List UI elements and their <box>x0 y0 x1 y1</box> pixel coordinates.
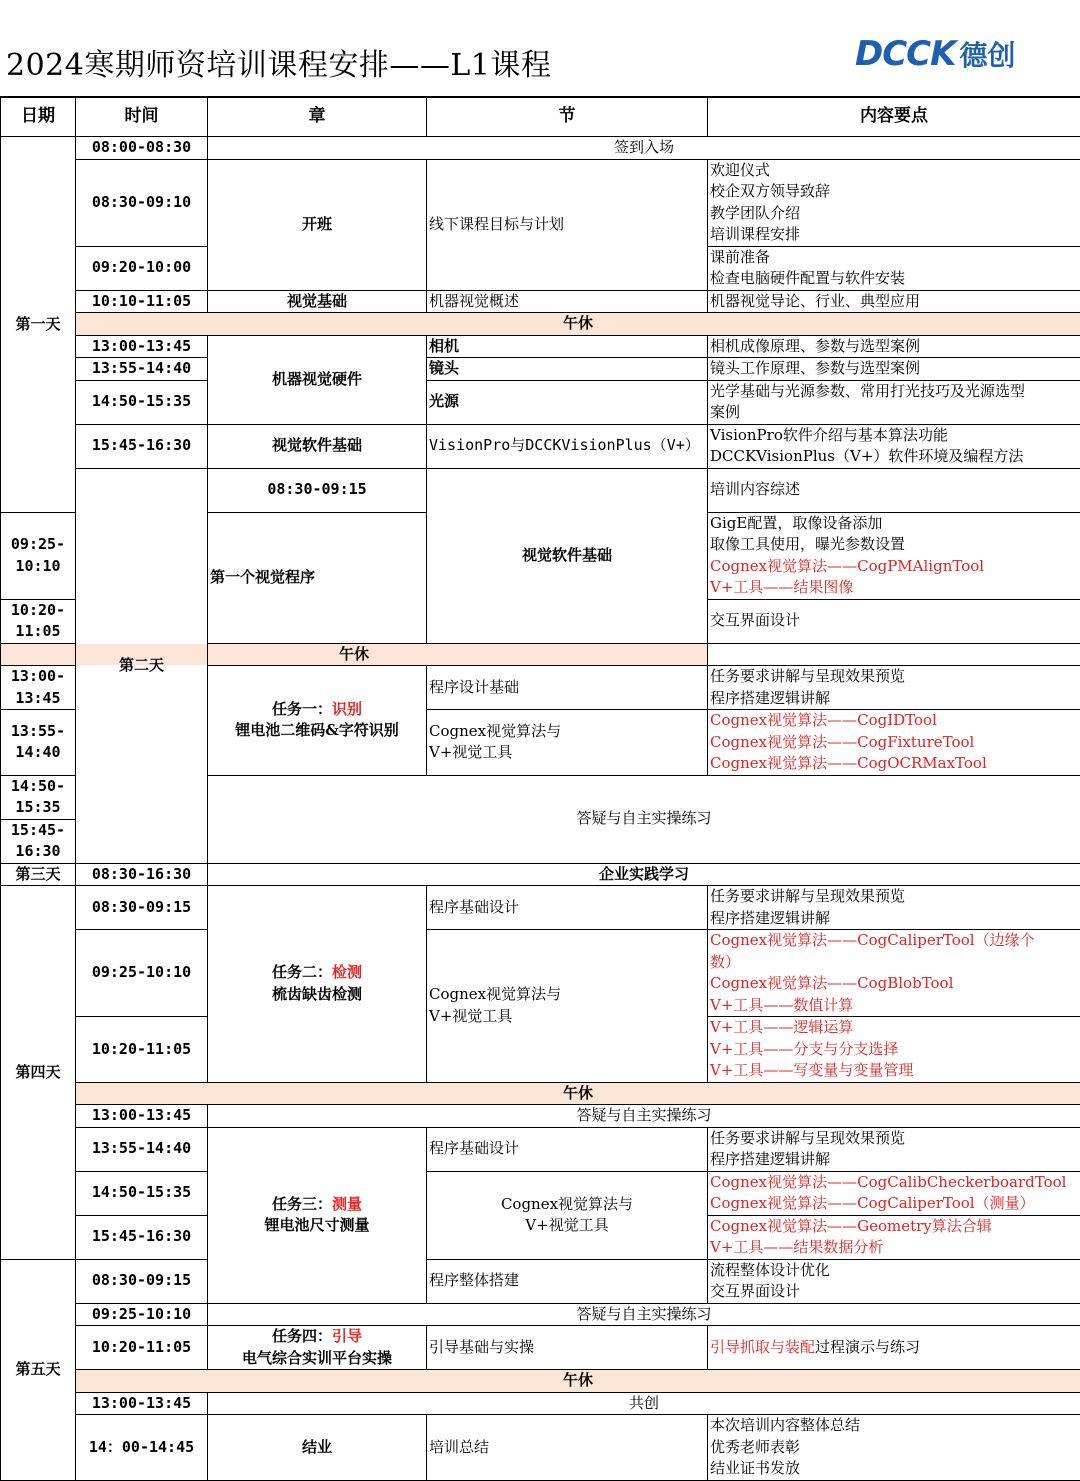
section-cell: 培训总结 <box>427 1415 708 1481</box>
point-line: 取像工具使用，曝光参数设置 <box>710 534 1078 556</box>
header-time: 时间 <box>76 97 208 137</box>
section-cell <box>427 1171 708 1259</box>
section-cell: VisionPro与DCCKVisionPlus（V+） <box>427 424 708 468</box>
chapter-cell <box>208 886 427 1083</box>
section-cell <box>427 710 708 776</box>
point-keyword: 引导抓取与装配 <box>710 1338 815 1356</box>
points-cell <box>708 1215 1080 1259</box>
points-cell <box>708 1326 1080 1370</box>
table-row <box>1 290 1080 313</box>
points-cell <box>708 886 1080 930</box>
day-cell: 第五天 <box>1 1259 76 1480</box>
points-cell: 交互界面设计 <box>708 599 1080 643</box>
time-cell: 10:20-11:05 <box>76 1326 208 1370</box>
time-cell: 09:25-10:10 <box>1 512 76 599</box>
table-row <box>1 886 1080 930</box>
table-row <box>1 1326 1080 1370</box>
points-cell: 机器视觉导论、行业、典型应用 <box>708 290 1080 313</box>
point-line: 程序搭建逻辑讲解 <box>710 688 1078 710</box>
points-cell <box>708 1259 1080 1303</box>
time-cell: 13:00-13:45 <box>1 666 76 710</box>
point-line: 程序搭建逻辑讲解 <box>710 908 1078 930</box>
task-prefix: 任务一： <box>272 700 332 718</box>
time-cell: 08:30-16:30 <box>76 863 208 886</box>
rest-row <box>1 1370 1080 1393</box>
time-cell: 08:30-09:15 <box>76 886 208 930</box>
point-line: V+工具——分支与分支选择 <box>710 1039 1078 1061</box>
section-line: Cognex视觉算法与 <box>429 984 705 1006</box>
task-keyword: 引导 <box>332 1327 362 1345</box>
points-cell <box>708 159 1080 246</box>
point-line: 程序搭建逻辑讲解 <box>710 1149 1078 1171</box>
section-cell: 培训内容综述 <box>708 468 1080 512</box>
merged-cell: 企业实践学习 <box>208 863 1080 886</box>
section-line: Cognex视觉算法与 <box>429 721 705 743</box>
point-line: Cognex视觉算法——CogCaliperTool（边缘个 <box>710 930 1078 952</box>
table-row <box>1 137 1080 160</box>
task-prefix: 任务四： <box>272 1327 332 1345</box>
header-date: 日期 <box>1 97 76 137</box>
section-cell: 第一个视觉程序 <box>208 512 427 643</box>
day-cell: 第一天 <box>1 137 76 513</box>
time-cell: 13:00-13:45 <box>76 1392 208 1415</box>
points-cell <box>708 380 1080 424</box>
table-header-row <box>1 97 1080 137</box>
point-line: 流程整体设计优化 <box>710 1260 1078 1282</box>
point-line: DCCKVisionPlus（V+）软件环境及编程方法 <box>710 446 1078 468</box>
section-cell: 程序设计基础 <box>427 666 708 710</box>
point-line: V+工具——逻辑运算 <box>710 1017 1078 1039</box>
merged-cell: 答疑与自主实操练习 <box>208 1105 1080 1128</box>
points-cell <box>708 424 1080 468</box>
time-cell: 09:25-10:10 <box>76 930 208 1017</box>
time-cell: 10:10-11:05 <box>76 290 208 313</box>
page-title: 2024寒期师资培训课程安排——L1课程 <box>6 40 551 84</box>
section-cell: 程序基础设计 <box>427 1127 708 1171</box>
table-row <box>1 1105 1080 1128</box>
time-cell: 08:30-09:15 <box>208 468 427 512</box>
point-line: 欢迎仪式 <box>710 160 1078 182</box>
task-keyword: 识别 <box>332 700 362 718</box>
point-line: Cognex视觉算法——Geometry算法合辑 <box>710 1216 1078 1238</box>
section-cell: 引导基础与实操 <box>427 1326 708 1370</box>
chapter-cell <box>208 1127 427 1303</box>
time-cell: 15:45-16:30 <box>1 819 76 863</box>
chapter-cell <box>208 1326 427 1370</box>
task-keyword: 检测 <box>332 963 362 981</box>
point-text: 过程演示与练习 <box>815 1338 920 1356</box>
point-line: GigE配置，取像设备添加 <box>710 513 1078 535</box>
chapter-cell: 机器视觉硬件 <box>208 335 427 424</box>
chapter-cell: 视觉软件基础 <box>427 468 708 643</box>
table-row <box>1 930 1080 1017</box>
point-line: Cognex视觉算法——CogCalibCheckerboardTool <box>710 1172 1078 1194</box>
header-section: 节 <box>427 97 708 137</box>
point-line: 数） <box>710 952 1078 974</box>
table-row <box>1 1415 1080 1481</box>
chapter-cell: 开班 <box>208 159 427 290</box>
merged-cell: 签到入场 <box>208 137 1080 160</box>
time-cell: 14:50-15:35 <box>76 1171 208 1215</box>
task-title <box>210 962 424 984</box>
task-title <box>210 1194 424 1216</box>
time-cell: 09:25-10:10 <box>76 1303 208 1326</box>
table-row <box>1 1392 1080 1415</box>
time-cell: 08:30-09:10 <box>76 159 208 246</box>
point-line: Cognex视觉算法——CogOCRMaxTool <box>710 753 1078 775</box>
task-prefix: 任务二： <box>272 963 332 981</box>
task-title <box>210 699 424 721</box>
points-cell <box>708 1415 1080 1481</box>
section-line: V+视觉工具 <box>429 1215 705 1237</box>
section-cell: 相机 <box>427 335 708 358</box>
day-cell: 第四天 <box>1 886 76 1260</box>
points-cell <box>708 930 1080 1017</box>
point-line: 案例 <box>710 402 1078 424</box>
rest-cell: 午休 <box>76 313 1080 336</box>
section-cell: 线下课程目标与计划 <box>427 159 708 290</box>
time-cell: 15:45-16:30 <box>76 1215 208 1259</box>
task-keyword: 测量 <box>332 1195 362 1213</box>
points-cell <box>708 512 1080 599</box>
section-line: Cognex视觉算法与 <box>429 1194 705 1216</box>
time-cell: 08:00-08:30 <box>76 137 208 160</box>
task-subtitle: 梳齿缺齿检测 <box>210 984 424 1006</box>
chapter-cell: 视觉基础 <box>208 290 427 313</box>
brand-logo <box>855 34 1016 74</box>
section-cell: 光源 <box>427 380 708 424</box>
table-row <box>1 1127 1080 1171</box>
chapter-cell: 结业 <box>208 1415 427 1481</box>
logo-mark: DCCK <box>855 34 955 74</box>
point-line: V+工具——写变量与变量管理 <box>710 1060 1078 1082</box>
point-line: 课前准备 <box>710 247 1078 269</box>
header-points: 内容要点 <box>708 97 1080 137</box>
section-cell: 程序基础设计 <box>427 886 708 930</box>
point-line: 本次培训内容整体总结 <box>710 1415 1078 1437</box>
time-cell: 09:20-10:00 <box>76 246 208 290</box>
rest-cell: 午休 <box>76 1370 1080 1393</box>
table-row <box>1 1259 1080 1303</box>
points-cell <box>708 1127 1080 1171</box>
chapter-cell <box>208 666 427 776</box>
section-cell: 机器视觉概述 <box>427 290 708 313</box>
point-line: Cognex视觉算法——CogFixtureTool <box>710 732 1078 754</box>
point-line: VisionPro软件介绍与基本算法功能 <box>710 425 1078 447</box>
time-cell: 15:45-16:30 <box>76 424 208 468</box>
table-row <box>1 159 1080 246</box>
rest-cell: 午休 <box>76 1082 1080 1105</box>
time-cell: 10:20-11:05 <box>76 1017 208 1083</box>
rest-row <box>1 313 1080 336</box>
points-cell <box>708 666 1080 710</box>
table-row <box>1 468 1080 512</box>
point-line: Cognex视觉算法——CogBlobTool <box>710 973 1078 995</box>
point-line: Cognex视觉算法——CogPMAlignTool <box>710 556 1078 578</box>
point-line: 检查电脑硬件配置与软件安装 <box>710 268 1078 290</box>
points-cell <box>708 710 1080 776</box>
table-row <box>1 358 1080 381</box>
time-cell: 08:30-09:15 <box>76 1259 208 1303</box>
table-row <box>1 863 1080 886</box>
time-cell: 13:00-13:45 <box>76 335 208 358</box>
point-line: 任务要求讲解与呈现效果预览 <box>710 886 1078 908</box>
header-chapter: 章 <box>208 97 427 137</box>
section-line: V+视觉工具 <box>429 742 705 764</box>
point-line: Cognex视觉算法——CogCaliperTool（测量） <box>710 1193 1078 1215</box>
task-title <box>210 1326 424 1348</box>
point-line: Cognex视觉算法——CogIDTool <box>710 710 1078 732</box>
point-line: 交互界面设计 <box>710 1281 1078 1303</box>
merged-cell: 共创 <box>208 1392 1080 1415</box>
task-subtitle: 锂电池二维码&字符识别 <box>210 720 424 742</box>
merged-cell: 答疑与自主实操练习 <box>208 775 1080 863</box>
time-cell: 13:55-14:40 <box>76 1127 208 1171</box>
point-line: 培训课程安排 <box>710 224 1078 246</box>
points-cell: 镜头工作原理、参数与选型案例 <box>708 358 1080 381</box>
table-row <box>1 1171 1080 1215</box>
sec1-sec: 程序整体搭建 <box>427 1259 708 1303</box>
table-row <box>1 335 1080 358</box>
task-subtitle: 锂电池尺寸测量 <box>210 1215 424 1237</box>
section-cell <box>427 930 708 1083</box>
merged-cell: 答疑与自主实操练习 <box>208 1303 1080 1326</box>
rest-row <box>1 1082 1080 1105</box>
table-row <box>1 380 1080 424</box>
time-cell: 13:00-13:45 <box>76 1105 208 1128</box>
time-cell: 13:55-14:40 <box>1 710 76 776</box>
points-cell: 相机成像原理、参数与选型案例 <box>708 335 1080 358</box>
point-line: 优秀老师表彰 <box>710 1437 1078 1459</box>
point-line: 校企双方领导致辞 <box>710 181 1078 203</box>
time-cell: 13:55-14:40 <box>76 358 208 381</box>
point-line: 结业证书发放 <box>710 1458 1078 1480</box>
points-cell <box>708 1171 1080 1215</box>
point-line: 任务要求讲解与呈现效果预览 <box>710 1128 1078 1150</box>
section-cell: 镜头 <box>427 358 708 381</box>
page-header <box>0 0 1080 95</box>
point-line: V+工具——结果图像 <box>710 577 1078 599</box>
section-line: V+视觉工具 <box>429 1006 705 1028</box>
time-cell: 14：00-14:45 <box>76 1415 208 1481</box>
points-cell <box>708 246 1080 290</box>
table-row <box>1 424 1080 468</box>
day-cell: 第三天 <box>1 863 76 886</box>
point-line: V+工具——结果数据分析 <box>710 1237 1078 1259</box>
points-cell <box>708 1017 1080 1083</box>
task-prefix: 任务三： <box>272 1195 332 1213</box>
logo-text: 德创 <box>959 34 1015 74</box>
time-cell: 14:50-15:35 <box>1 775 76 819</box>
point-line: V+工具——数值计算 <box>710 995 1078 1017</box>
chapter-cell: 视觉软件基础 <box>208 424 427 468</box>
point-line: 光学基础与光源参数、常用打光技巧及光源选型 <box>710 381 1078 403</box>
rest-cell: 午休 <box>1 643 708 666</box>
table-row <box>1 1303 1080 1326</box>
point-line: 任务要求讲解与呈现效果预览 <box>710 666 1078 688</box>
day-cell: 第二天 <box>76 468 208 863</box>
time-cell: 14:50-15:35 <box>76 380 208 424</box>
task-subtitle: 电气综合实训平台实操 <box>210 1348 424 1370</box>
point-line: 教学团队介绍 <box>710 203 1078 225</box>
schedule-table <box>0 96 1080 1481</box>
time-cell: 10:20-11:05 <box>1 599 76 643</box>
